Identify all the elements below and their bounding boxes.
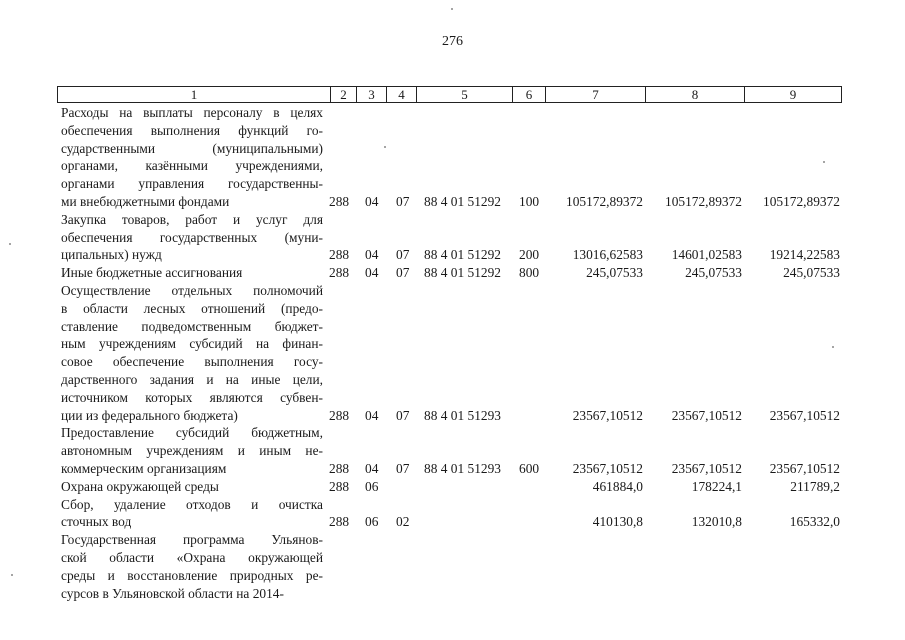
scan-speck (9, 243, 11, 245)
header-col-4: 4 (386, 87, 416, 102)
cell-amount-2022: 105172,89372 (665, 194, 742, 209)
cell-amount-2022: 245,07533 (685, 265, 742, 281)
cell-pr: 07 (396, 265, 410, 281)
description-line: обеспечения государственных (муни- (61, 229, 323, 245)
cell-amount-2021: 461884,0 (592, 478, 643, 494)
row-description (61, 282, 323, 424)
cell-ved: 288 (329, 514, 350, 530)
scan-speck (384, 146, 386, 148)
cell-amount-2021: 13016,62583 (572, 247, 643, 263)
cell-amount-2022: 132010,8 (691, 514, 742, 530)
description-line: Государственная программа Ульянов- (61, 532, 323, 548)
header-col-3: 3 (356, 87, 386, 102)
cell-csr: 88 4 01 51292 (424, 194, 501, 209)
cell-ved: 288 (329, 461, 350, 476)
cell-pr: 07 (396, 407, 410, 423)
cell-amount-2022: 178224,1 (691, 478, 742, 494)
cell-pr: 02 (396, 514, 410, 530)
cell-csr: 88 4 01 51292 (424, 265, 501, 281)
scan-speck (823, 161, 825, 163)
cell-amount-2022: 14601,02583 (671, 247, 742, 263)
cell-rz: 06 (365, 514, 379, 530)
cell-amount-2023: 19214,22583 (769, 247, 840, 263)
row-description (61, 211, 323, 264)
description-line: ми внебюджетными фондами (61, 193, 230, 209)
cell-rz: 04 (365, 194, 379, 209)
description-line: дарственного задания и на иные цели, (61, 371, 323, 387)
cell-amount-2023: 23567,10512 (769, 407, 840, 423)
description-line: ции из федерального бюджета) (61, 407, 238, 423)
cell-amount-2023: 23567,10512 (769, 461, 840, 476)
row-description (61, 531, 323, 602)
description-line: Расходы на выплаты персоналу в целях (61, 105, 323, 120)
cell-vr: 800 (519, 265, 540, 281)
row-description (61, 264, 323, 282)
page-number: 276 (442, 34, 463, 49)
cell-amount-2021: 410130,8 (592, 514, 643, 530)
cell-pr: 07 (396, 194, 410, 209)
cell-rz: 04 (365, 407, 379, 423)
cell-vr: 600 (519, 461, 540, 476)
cell-amount-2021: 245,07533 (586, 265, 643, 281)
description-line: Сбор, удаление отходов и очистка (61, 496, 323, 512)
cell-ved: 288 (329, 247, 350, 263)
cell-csr: 88 4 01 51292 (424, 247, 501, 263)
description-line: Закупка товаров, работ и услуг для (61, 211, 323, 227)
row-description (61, 424, 323, 477)
description-line: сточных вод (61, 514, 132, 530)
description-line: органами управления государственны- (61, 176, 323, 192)
cell-amount-2022: 23567,10512 (671, 407, 742, 423)
description-line: в области лесных отношений (предо- (61, 300, 323, 316)
cell-ved: 288 (329, 478, 350, 494)
description-line: органами, казёнными учреждениями, (61, 158, 323, 174)
cell-amount-2021: 23567,10512 (572, 407, 643, 423)
cell-amount-2021: 23567,10512 (572, 461, 643, 476)
description-line: среды и восстановление природных ре- (61, 567, 323, 583)
cell-amount-2022: 23567,10512 (671, 461, 742, 476)
description-line: Предоставление субсидий бюджетным, (61, 425, 323, 441)
description-line: ципальных) нужд (61, 247, 162, 263)
description-line: сударственными (муниципальными) (61, 140, 323, 156)
cell-rz: 06 (365, 478, 379, 494)
header-col-6: 6 (512, 87, 545, 102)
header-col-9: 9 (744, 87, 841, 102)
description-line: ставление подведомственным бюджет- (61, 318, 323, 334)
cell-pr: 07 (396, 461, 410, 476)
description-line: Осуществление отдельных полномочий (61, 283, 323, 298)
cell-amount-2023: 165332,0 (789, 514, 840, 530)
description-line: обеспечения выполнения функций го- (61, 122, 323, 138)
header-col-2: 2 (330, 87, 356, 102)
cell-vr: 200 (519, 247, 540, 263)
table-header-row (57, 86, 842, 103)
description-line: автономным учреждениям и иным не- (61, 443, 323, 459)
cell-vr: 100 (519, 194, 540, 209)
cell-rz: 04 (365, 461, 379, 476)
header-col-1: 1 (190, 87, 198, 102)
scan-speck (451, 8, 453, 10)
cell-ved: 288 (329, 265, 350, 281)
cell-amount-2023: 245,07533 (783, 265, 840, 281)
header-col-5: 5 (416, 87, 512, 102)
row-description (61, 478, 323, 496)
cell-csr: 88 4 01 51293 (424, 407, 501, 423)
cell-ved: 288 (329, 194, 350, 209)
cell-amount-2023: 105172,89372 (763, 194, 840, 209)
description-line: источником которых являются субвен- (61, 389, 323, 405)
description-line: ской области «Охрана окружающей (61, 549, 323, 565)
header-col-8: 8 (645, 87, 744, 102)
cell-rz: 04 (365, 265, 379, 281)
cell-ved: 288 (329, 407, 350, 423)
description-line: коммерческим организациям (61, 460, 227, 476)
description-line: ным учреждениям субсидий на финан- (61, 336, 323, 352)
row-description (61, 496, 323, 532)
header-col-7: 7 (545, 87, 645, 102)
scan-speck (832, 346, 834, 348)
description-line: Иные бюджетные ассигнования (61, 265, 243, 281)
cell-amount-2023: 211789,2 (790, 478, 840, 494)
cell-amount-2021: 105172,89372 (566, 194, 643, 209)
scan-speck (11, 574, 13, 576)
cell-csr: 88 4 01 51293 (424, 461, 501, 476)
description-line: Охрана окружающей среды (61, 478, 219, 494)
cell-rz: 04 (365, 247, 379, 263)
row-description (61, 104, 323, 211)
description-line: совое обеспечение выполнения госу- (61, 354, 323, 370)
cell-pr: 07 (396, 247, 410, 263)
description-line: сурсов в Ульяновской области на 2014- (61, 585, 284, 601)
